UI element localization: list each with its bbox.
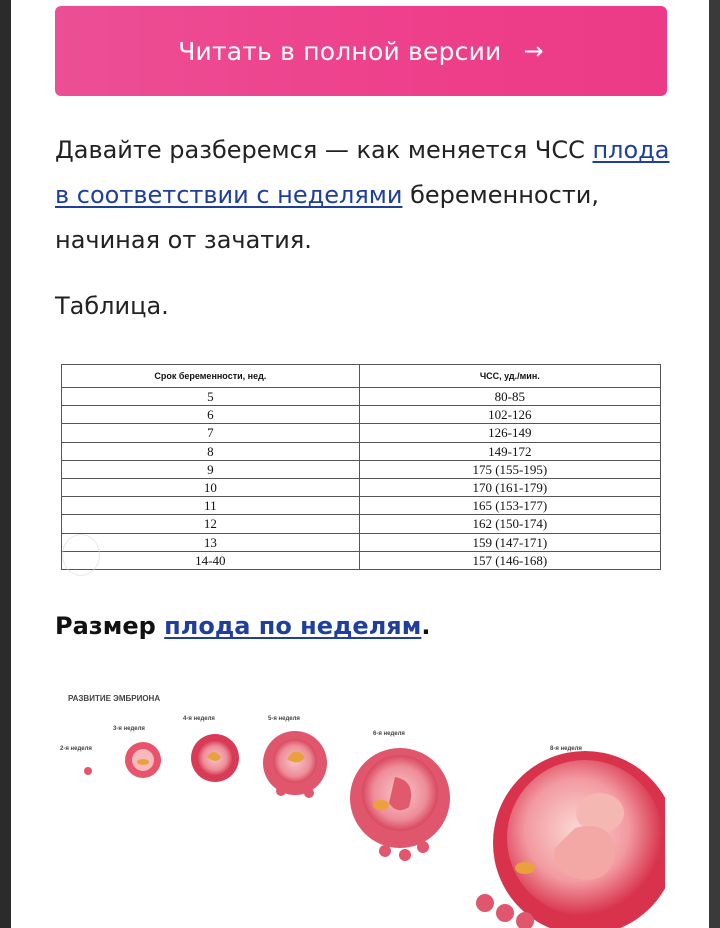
cell-term: 6: [62, 406, 360, 424]
cell-hr: 80-85: [359, 388, 660, 406]
intro-text-after: беременности, начиная от зачатия.: [55, 181, 600, 254]
week-3-embryo: [125, 742, 161, 778]
cell-hr: 165 (153-177): [359, 497, 660, 515]
embryo-illustration: [55, 683, 665, 928]
table-row: [62, 424, 661, 442]
table-caption: Таблица.: [55, 292, 169, 320]
read-full-version-button[interactable]: [55, 6, 667, 96]
cell-term: 9: [62, 460, 360, 478]
table-row: [62, 533, 661, 551]
cell-term: 8: [62, 442, 360, 460]
embryo-image-title: РАЗВИТИЕ ЭМБРИОНА: [68, 694, 161, 703]
size-heading-suffix: .: [421, 612, 431, 640]
header-hr: ЧСС, уд./мин.: [359, 365, 660, 388]
heart-rate-table-image: [61, 364, 661, 570]
table-row: [62, 442, 661, 460]
cell-term: 13: [62, 533, 360, 551]
cell-hr: 102-126: [359, 406, 660, 424]
cell-term: 14-40: [62, 551, 360, 569]
cell-hr: 159 (147-171): [359, 533, 660, 551]
cell-hr: 149-172: [359, 442, 660, 460]
week-label: 3-я неделя: [113, 726, 145, 732]
cell-term: 10: [62, 478, 360, 496]
week-label: 4-я неделя: [183, 716, 215, 722]
table-row: [62, 478, 661, 496]
intro-text-before: Давайте разберемся — как меняется ЧСС: [55, 136, 593, 164]
week-label: 5-я неделя: [268, 716, 300, 722]
cell-term: 5: [62, 388, 360, 406]
header-term: Срок беременности, нед.: [62, 365, 360, 388]
read-full-version-label: Читать в полной версии: [178, 36, 502, 66]
week-label: 6-я неделя: [373, 731, 405, 737]
week-6-embryo: [350, 748, 450, 861]
cell-term: 7: [62, 424, 360, 442]
arrow-right-icon: →: [523, 37, 544, 65]
week-2-embryo: [84, 767, 92, 775]
week-8-embryo: [476, 751, 665, 928]
cell-term: 11: [62, 497, 360, 515]
table-row: [62, 406, 661, 424]
fetal-size-heading: [55, 612, 430, 640]
cell-hr: 126-149: [359, 424, 660, 442]
table-row: [62, 497, 661, 515]
week-5-embryo: [263, 731, 327, 798]
week-label: 2-я неделя: [60, 746, 92, 752]
table-row: [62, 388, 661, 406]
intro-paragraph: [55, 128, 675, 263]
fetal-weeks-link[interactable]: плода в соответствии с неделями: [55, 136, 670, 209]
screen-edge-right: [709, 0, 720, 928]
table-row: [62, 460, 661, 478]
cell-hr: 175 (155-195): [359, 460, 660, 478]
screen-edge-left: [0, 0, 11, 928]
table-header-row: [62, 365, 661, 388]
cell-hr: 162 (150-174): [359, 515, 660, 533]
heart-rate-table: [61, 364, 661, 570]
week-4-embryo: [191, 734, 239, 782]
embryo-development-image: [55, 683, 665, 928]
table-row: [62, 515, 661, 533]
watermark-icon: [62, 534, 100, 576]
fetal-size-link[interactable]: плода по неделям: [164, 612, 422, 640]
cell-term: 12: [62, 515, 360, 533]
size-heading-text: Размер: [55, 612, 165, 640]
cell-hr: 170 (161-179): [359, 478, 660, 496]
week-label: 8-я неделя: [550, 746, 582, 752]
cell-hr: 157 (146-168): [359, 551, 660, 569]
table-row: [62, 551, 661, 569]
